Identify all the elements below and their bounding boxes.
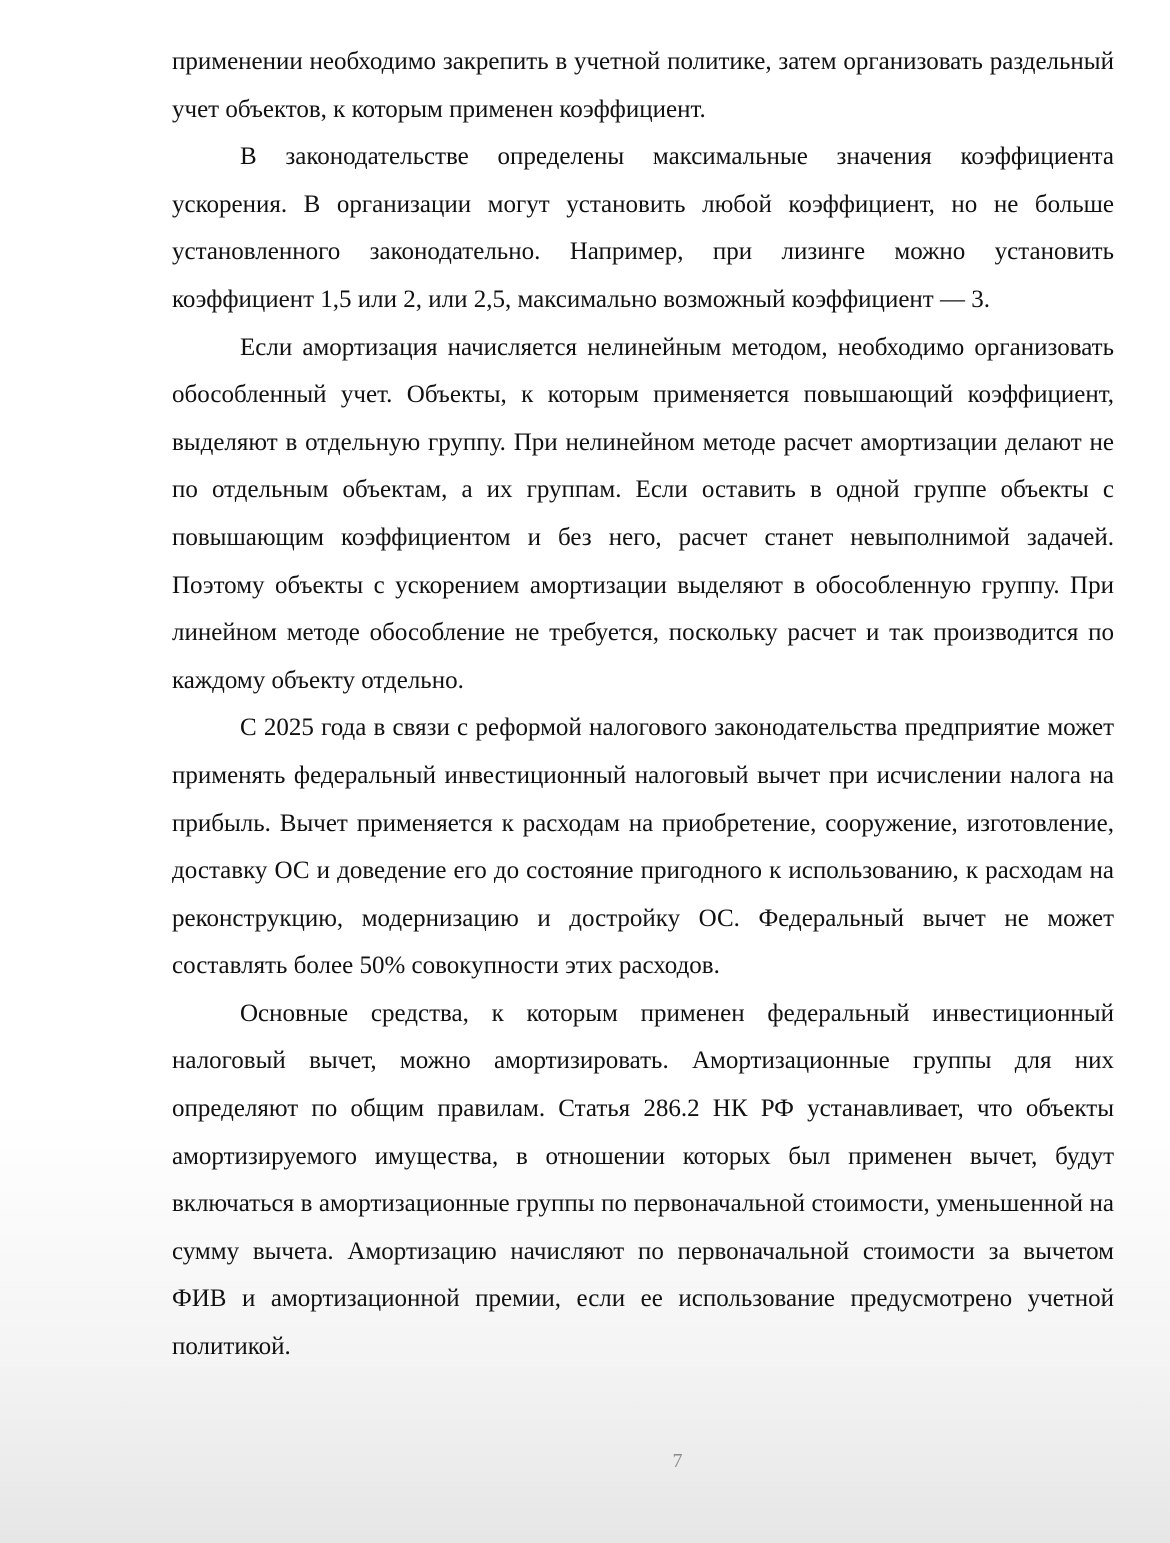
page-number: 7	[672, 1450, 683, 1472]
paragraph-acceleration-coefficient: В законодательстве определены максимальные значения коэффициента ускорения. В организации могут установить любой коэффициент, но не больше установленного законодательно. Например, при лизинге можно установить коэффициент 1,5 или 2, или 2,5, максимально возможный коэффициент — 3.	[172, 143, 1114, 313]
paragraph-nonlinear-method: Если амортизация начисляется нелинейным методом, необходимо организовать обособленный учет. Объекты, к которым применяется повышающий коэффициент, выделяют в отдельную группу. При нелинейном методе расчет амортизации делают не по отдельным объектам, а их группам. Если оставить в одной группе объекты с повышающим коэффициентом и без него, расчет станет невыполнимой задачей. Поэтому объекты с ускорением амортизации выделяют в обособленную группу. При линейном методе обособление не требуется, поскольку расчет и так производится по каждому объекту отдельно.	[172, 333, 1114, 694]
document-body	[172, 38, 1114, 1371]
paragraph-investment-deduction: С 2025 года в связи с реформой налогового законодательства предприятие может применять федеральный инвестиционный налоговый вычет при исчислении налога на прибыль. Вычет применяется к расходам на приобретение, сооружение, изготовление, доставку ОС и доведение его до состояние пригодного к использованию, к расходам на реконструкцию, модернизацию и достройку ОС. Федеральный вычет не может составлять более 50% совокупности этих расходов.	[172, 714, 1114, 980]
paragraph-continuation: применении необходимо закрепить в учетной политике, затем организовать раздельный учет объектов, к которым применен коэффициент.	[172, 48, 1114, 123]
paragraph-depreciation-groups: Основные средства, к которым применен федеральный инвестиционный налоговый вычет, можно амортизировать. Амортизационные группы для них определяют по общим правилам. Статья 286.2 НК РФ устанавливает, что объекты амортизируемого имущества, в отношении которых был применен вычет, будут включаться в амортизационные группы по первоначальной стоимости, уменьшенной на сумму вычета. Амортизацию начисляют по первоначальной стоимости за вычетом ФИВ и амортизационной премии, если ее использование предусмотрено учетной политикой.	[172, 999, 1114, 1361]
